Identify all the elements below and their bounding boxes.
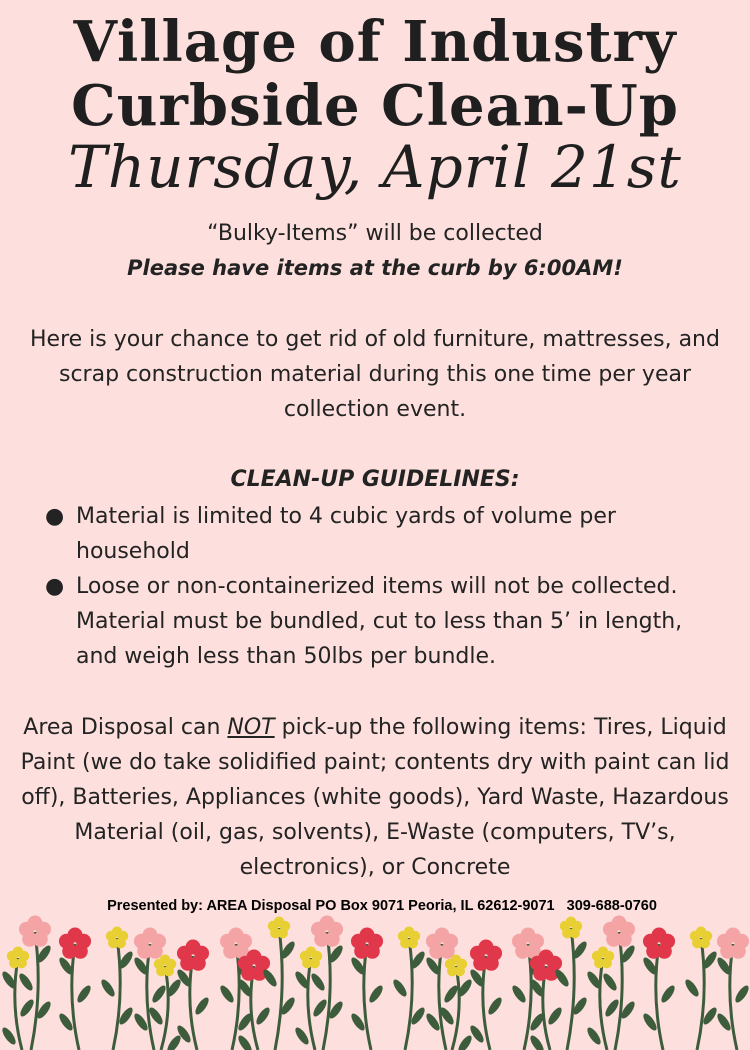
flower-petal xyxy=(106,931,117,942)
flower-petal xyxy=(134,934,149,949)
flower-leaf xyxy=(17,972,35,993)
flower-petal xyxy=(59,934,74,949)
flower-stem xyxy=(15,958,22,1050)
flower-leaf xyxy=(601,972,619,993)
flower-petal xyxy=(643,934,658,949)
guidelines-heading: CLEAN-UP GUIDELINES: xyxy=(230,467,520,492)
presenter-address: Presented by: AREA Disposal PO Box 9071 Peoria, IL 62612-9071 xyxy=(107,898,555,914)
flower-border-illustration xyxy=(0,912,750,1050)
title-line-1: Village of Industry xyxy=(73,9,677,75)
flower-stem xyxy=(232,944,239,1050)
flower-petal xyxy=(470,946,485,961)
bulky-items-text: “Bulky-Items” will be collected xyxy=(207,221,543,246)
flower-petal xyxy=(690,931,701,942)
notice-emphasis: NOT xyxy=(227,715,275,740)
flower-stem xyxy=(452,966,459,1050)
flower-petal xyxy=(311,922,326,937)
flower-leaf xyxy=(0,1026,18,1047)
flower-leaf xyxy=(165,1034,183,1050)
flower-leaf xyxy=(510,984,528,1005)
guideline-item xyxy=(0,569,750,674)
flower-petal xyxy=(426,934,441,949)
excluded-items-list: Tires, Liquid Paint (we do take solidified paint; contents dry with paint can lid off), Batteries, Appliances (white goods), Yard Waste, Hazardous Material (oil, gas, solvents), E-Waste (computers, TV’s, electronics), or Concrete xyxy=(20,715,730,880)
flower-petal xyxy=(592,951,603,962)
flower-petal xyxy=(7,951,17,962)
guidelines-list xyxy=(0,499,750,674)
flower-stem xyxy=(600,958,607,1050)
flower-stem xyxy=(323,932,330,1050)
flower-stem xyxy=(275,928,282,1050)
excluded-items-notice xyxy=(20,710,730,885)
intro-paragraph: Here is your chance to get rid of old furniture, mattresses, and scrap construction material during this one time per year collection event. xyxy=(30,327,720,422)
event-date: Thursday, April 21st xyxy=(68,133,682,201)
flower-petal xyxy=(19,922,34,937)
flower-stem xyxy=(730,944,737,1050)
flower-leaf xyxy=(18,998,36,1019)
flower-stem xyxy=(524,944,531,1050)
flower-leaf xyxy=(236,1034,254,1050)
flower-petal xyxy=(220,934,235,949)
flower-leaf xyxy=(603,998,621,1019)
guideline-text: Loose or non-containerized items will not be collected. Material must be bundled, cut to less than 5’ in length, and weigh less than 50lbs per bundle. xyxy=(76,574,683,669)
flower-petal xyxy=(177,946,192,961)
notice-prefix: Area Disposal can xyxy=(23,715,221,740)
flower-leaf xyxy=(75,984,93,1005)
flower-petal xyxy=(603,922,618,937)
flower-stem xyxy=(615,932,622,1050)
flower-leaf xyxy=(391,978,409,999)
flower-petal xyxy=(717,934,732,949)
flower-leaf xyxy=(546,1006,564,1027)
flower-stem xyxy=(161,966,168,1050)
curb-deadline-text: Please have items at the curb by 6:00AM! xyxy=(127,256,623,280)
flower-stem xyxy=(364,944,371,1050)
flower-leaf xyxy=(486,996,504,1017)
guideline-text: Material is limited to 4 cubic yards of volume per household xyxy=(76,504,616,564)
bullet-icon: ● xyxy=(45,574,65,599)
flower-stem xyxy=(308,958,315,1050)
flower-leaf xyxy=(99,978,117,999)
flower-leaf xyxy=(293,1026,311,1047)
flower-leaf xyxy=(659,984,677,1005)
flower-leaf xyxy=(254,1006,272,1027)
flower-petal xyxy=(351,934,366,949)
bullet-icon: ● xyxy=(45,504,65,529)
flower-petal xyxy=(398,931,409,942)
flower-leaf xyxy=(309,972,327,993)
flower-leaf xyxy=(733,984,750,1005)
flower-stem xyxy=(656,944,663,1050)
flower-petal xyxy=(268,921,279,932)
flower-leaf xyxy=(456,1034,474,1050)
notice-suffix: pick-up the following items: xyxy=(281,715,587,740)
flower-petal xyxy=(512,934,527,949)
flower-leaf xyxy=(218,984,236,1005)
flower-leaf xyxy=(367,984,385,1005)
guideline-item xyxy=(0,499,750,569)
title-line-2: Curbside Clean-Up xyxy=(71,73,679,139)
flower-leaf xyxy=(150,984,168,1005)
flower-leaf xyxy=(311,998,329,1019)
flower-stem xyxy=(72,944,79,1050)
flower-leaf xyxy=(585,1026,603,1047)
flower-petal xyxy=(238,956,253,971)
flower-petal xyxy=(445,959,456,970)
flower-stem xyxy=(567,928,574,1050)
flower-petal xyxy=(560,921,571,932)
flower-petal xyxy=(530,956,545,971)
flower-leaf xyxy=(528,1034,546,1050)
flower-leaf xyxy=(193,996,211,1017)
presenter-phone: 309-688-0760 xyxy=(566,898,657,914)
flower-petal xyxy=(154,959,165,970)
flower-leaf xyxy=(683,978,701,999)
flower-stem xyxy=(31,932,38,1050)
flower-stem xyxy=(147,944,154,1050)
flower-stem xyxy=(439,944,446,1050)
flower-petal xyxy=(300,951,311,962)
